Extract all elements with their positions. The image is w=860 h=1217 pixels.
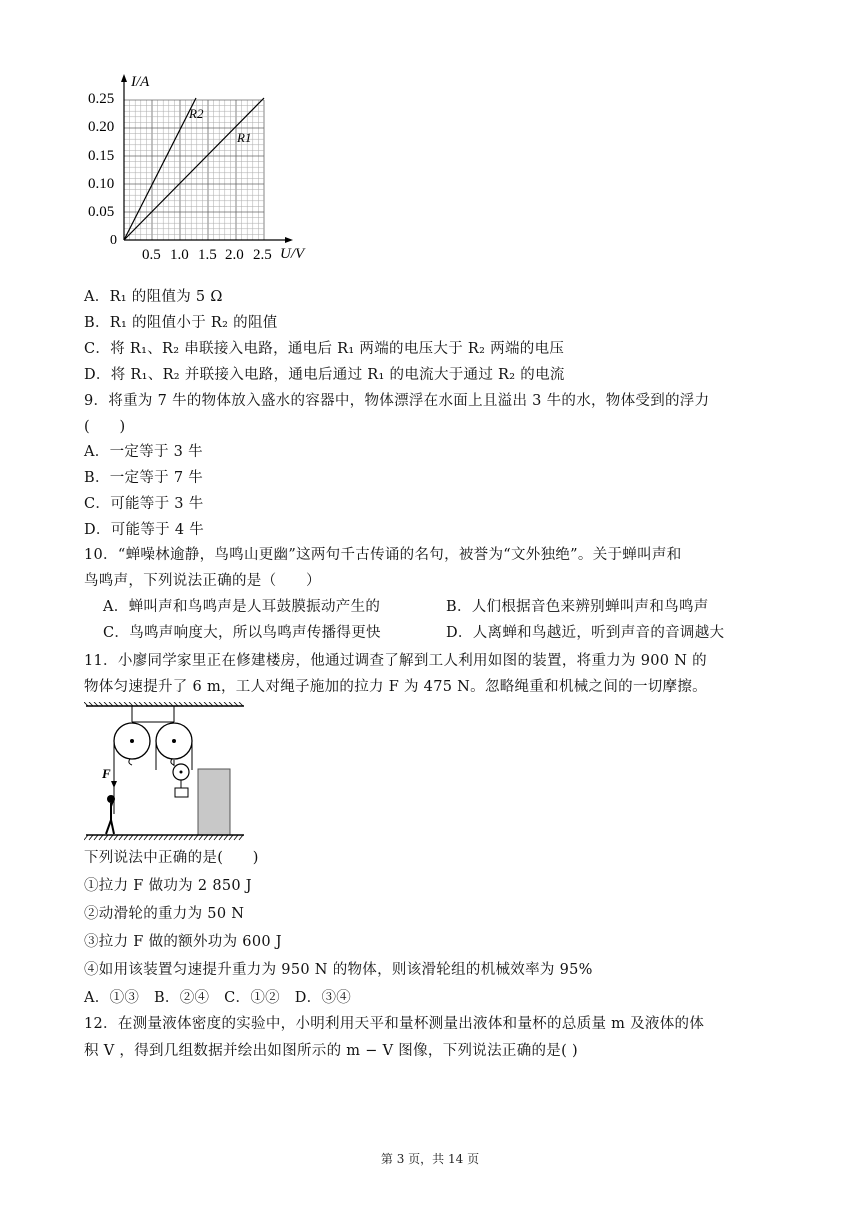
q11-statement-1: ①拉力 F 做功为 2 850 J (84, 878, 252, 894)
q11-stem-line2: 物体匀速提升了 6 m，工人对绳子施加的拉力 F 为 475 N。忽略绳重和机械之间的一切摩擦。 (84, 679, 707, 695)
origin-label: 0 (110, 233, 117, 248)
q12-stem-line1: 12．在测量液体密度的实验中，小明利用天平和量杯测量出液体和量杯的总质量 m 及液体的体 (84, 1016, 705, 1032)
line-r2 (124, 98, 196, 240)
y-tick-0.15: 0.15 (88, 148, 115, 164)
iu-graph (84, 70, 314, 265)
x-tick-1.0: 1.0 (170, 247, 189, 263)
q10-option-c: C．鸟鸣声响度大，所以鸟鸣声传播得更快 (103, 625, 381, 641)
y-axis-label: I/A (131, 74, 150, 90)
label-r1: R1 (237, 130, 252, 145)
page-footer: 第 3 页，共 14 页 (380, 1152, 480, 1166)
x-axis-label: U/V (280, 246, 305, 262)
y-tick-0.10: 0.10 (88, 176, 115, 192)
q9-option-d: D．可能等于 4 牛 (84, 522, 205, 538)
q8-option-d: D．将 R₁、R₂ 并联接入电路，通电后通过 R₁ 的电流大于通过 R₂ 的电流 (84, 367, 565, 383)
q10-option-a: A．蝉叫声和鸟鸣声是人耳鼓膜振动产生的 (103, 599, 381, 615)
q9-option-c: C．可能等于 3 牛 (84, 496, 204, 512)
q11-stem-line1: 11．小廖同学家里正在修建楼房，他通过调查了解到工人利用如图的装置，将重力为 900 N 的 (84, 653, 707, 669)
q11-statement-4: ④如用该装置匀速提升重力为 950 N 的物体，则该滑轮组的机械效率为 95% (84, 962, 593, 978)
q9-answer-bracket: ( ) (84, 419, 126, 435)
x-tick-2.0: 2.0 (225, 247, 244, 263)
label-r2: R2 (189, 106, 204, 121)
q11-question: 下列说法中正确的是( ) (84, 850, 259, 866)
q8-option-a: A．R₁ 的阻值为 5 Ω (84, 289, 223, 305)
q12-stem-line2: 积 V ，得到几组数据并绘出如图所示的 m − V 图像，下列说法正确的是( ) (84, 1043, 578, 1059)
q9-stem: 9．将重为 7 牛的物体放入盛水的容器中，物体漂浮在水面上且溢出 3 牛的水，物体受到的浮力 (84, 393, 710, 409)
q10-option-b: B．人们根据音色来辨别蝉叫声和鸟鸣声 (446, 599, 709, 615)
x-tick-0.5: 0.5 (142, 247, 161, 263)
y-tick-0.05: 0.05 (88, 204, 115, 220)
q10-stem-line1: 10．“蝉噪林逾静，鸟鸣山更幽”这两句千古传诵的名句，被誉为“文外独绝”。关于蝉叫声和 (84, 547, 682, 563)
y-tick-0.25: 0.25 (88, 91, 115, 107)
building-wall (198, 769, 230, 835)
x-tick-2.5: 2.5 (253, 247, 272, 263)
force-label: F (102, 766, 111, 781)
q8-option-b: B．R₁ 的阻值小于 R₂ 的阻值 (84, 315, 278, 331)
q9-option-a: A．一定等于 3 牛 (84, 444, 203, 460)
worker-figure (106, 795, 115, 834)
q10-option-d: D．人离蝉和鸟越近，听到声音的音调越大 (446, 625, 725, 641)
x-tick-1.5: 1.5 (198, 247, 217, 263)
x-axis-arrow (285, 237, 293, 243)
y-axis-arrow (121, 74, 127, 82)
q10-stem-line2: 鸟鸣声，下列说法正确的是（ ） (84, 573, 321, 589)
q11-statement-3: ③拉力 F 做的额外功为 600 J (84, 934, 282, 950)
q8-option-c: C．将 R₁、R₂ 串联接入电路，通电后 R₁ 两端的电压大于 R₂ 两端的电压 (84, 341, 565, 357)
load-block (175, 788, 188, 797)
q11-options: A．①③ B．②④ C．①② D．③④ (84, 990, 352, 1006)
q11-statement-2: ②动滑轮的重力为 50 N (84, 906, 245, 922)
q9-option-b: B．一定等于 7 牛 (84, 470, 204, 486)
pulley-figure (84, 702, 259, 844)
y-tick-0.20: 0.20 (88, 119, 115, 135)
